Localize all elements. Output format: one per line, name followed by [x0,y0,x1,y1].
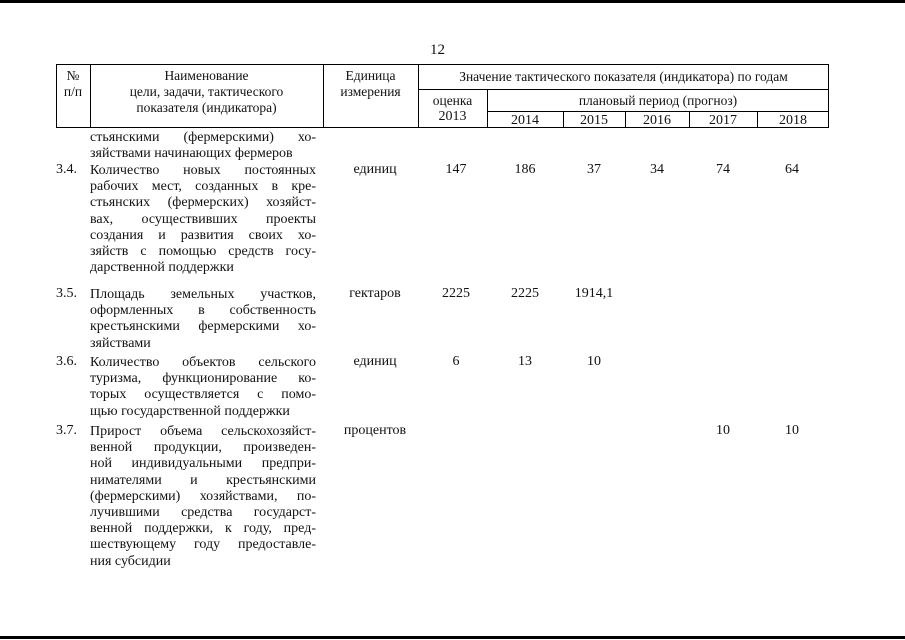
value-2016: 34 [650,162,664,177]
row-unit: гектаров [349,286,401,301]
bottom-border [0,636,905,639]
value-2014: 2225 [511,286,539,301]
year-2016: 2016 [643,113,671,128]
row-unit: единиц [353,354,397,369]
year-2014: 2014 [511,113,539,128]
value-2014: 186 [514,162,536,177]
value-2018: 64 [785,162,799,177]
header-name: Наименование цели, задачи, тактического показателя (индикатора) [129,68,284,115]
header-planned: плановый период (прогноз) [578,93,738,108]
top-border [0,0,905,3]
value-2013: 2225 [442,286,470,301]
page-number: 12 [430,42,445,58]
row-number: 3.7. [56,423,77,438]
row-number: 3.4. [56,162,77,177]
value-2015: 37 [587,162,601,177]
header-num: № п/п [63,68,83,99]
row-unit: единиц [353,162,397,177]
row-name: Прирост объема сельскохозяйст- венной продукции, произведен- ной индивидуальными предпри- нимателями и крестьянскими (фермерскими) хозяйствами, по- лучившими средства государст- венной поддержки, к году, пред- шествующему году предоставле- ния субсидии [90,424,316,569]
header-estimate: оценка [432,93,473,108]
value-2017: 10 [716,423,730,438]
row-name: Количество новых постоянных рабочих мест, созданных в кре- стьянских (фермерских) хозяйст- вах, осуществивших проекты создания и развития своих хо- зяйств с помощью средств госу- дарственной поддержки [90,163,316,276]
value-2013: 147 [445,162,467,177]
value-2015: 10 [587,354,601,369]
value-2015: 1914,1 [574,286,614,301]
row-number: 3.6. [56,354,77,369]
year-2018: 2018 [779,113,807,128]
value-2018: 10 [785,423,799,438]
header-unit: Единица измерения [340,68,401,99]
year-2015: 2015 [580,113,608,128]
row-name: Площадь земельных участков, оформленных в собственность крестьянскими фермерскими хо- зяйствами [90,287,316,351]
row-number: 3.5. [56,286,77,301]
row-unit: процентов [343,423,407,438]
value-2017: 74 [716,162,730,177]
year-2013: 2013 [438,109,467,124]
continuation-text: стьянскими (фермерскими) хо- зяйствами начинающих фермеров [90,130,316,162]
value-2013: 6 [452,354,460,369]
header-value-group: Значение тактического показателя (индикатора) по годам [459,69,788,84]
year-2017: 2017 [709,113,737,128]
row-name: Количество объектов сельского туризма, функционирование ко- торых осуществляется с помо- щью государственной поддержки [90,355,316,419]
value-2014: 13 [518,354,532,369]
